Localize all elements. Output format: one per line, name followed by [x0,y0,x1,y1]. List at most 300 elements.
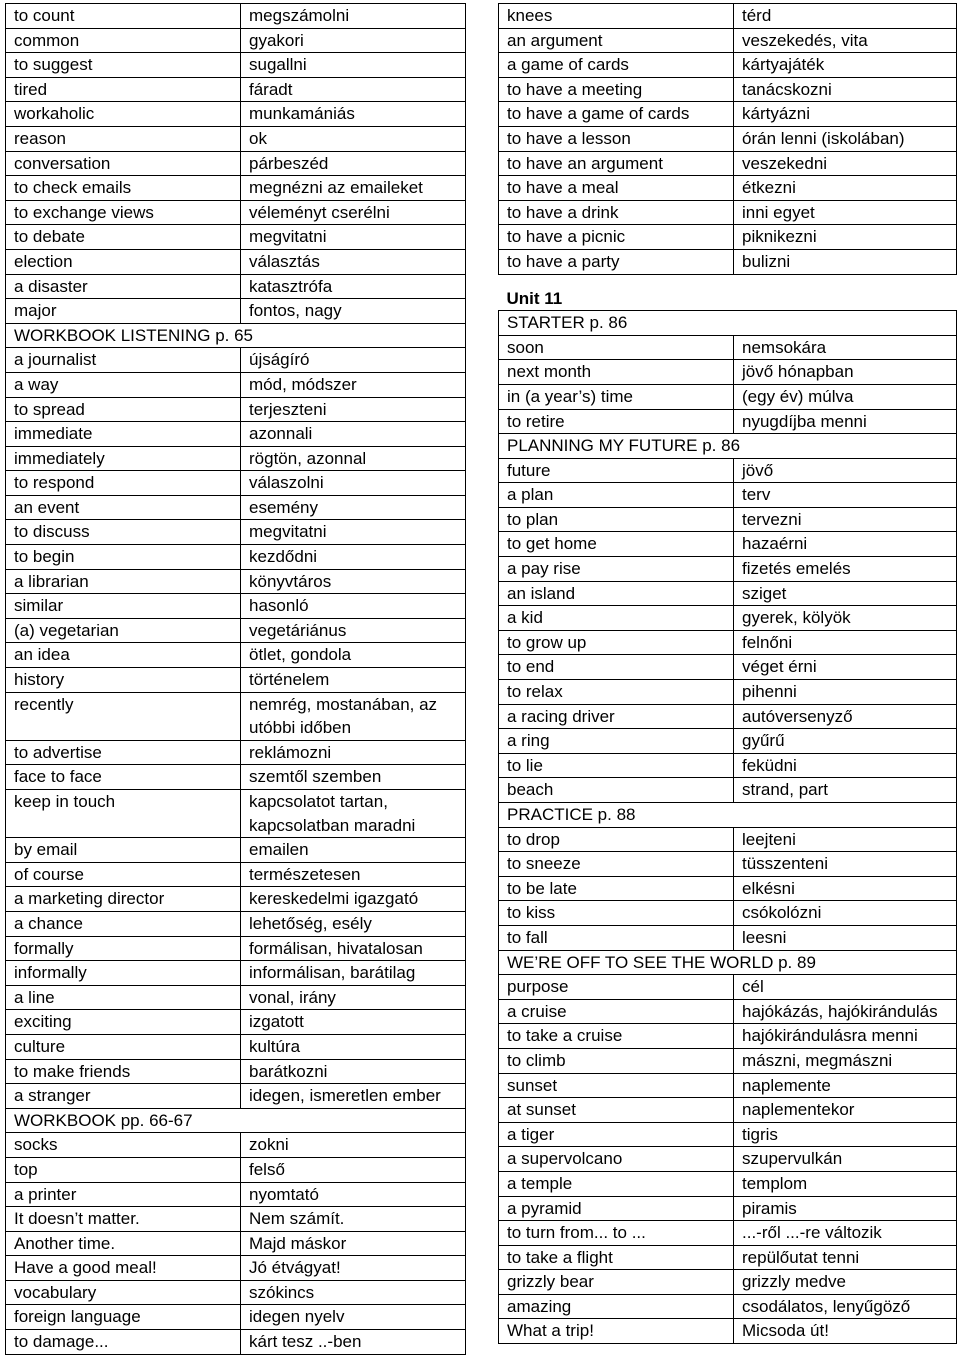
vocab-row [499,1147,957,1172]
section-heading: WE’RE OFF TO SEE THE WORLD p. 89 [499,950,957,975]
hungarian-translation: tanácskozni [734,77,957,102]
english-term: to sneeze [499,852,734,877]
vocab-row [499,483,957,508]
hungarian-translation: ...-ről ...-re változik [734,1221,957,1246]
vocab-row [6,102,466,127]
vocab-row [499,1073,957,1098]
hungarian-translation: Micsoda út! [734,1319,957,1344]
vocab-row [6,397,466,422]
english-term: to count [6,4,241,29]
vocab-row [499,409,957,434]
vocab-row [6,1231,466,1256]
vocab-row [499,53,957,78]
english-term: to take a cruise [499,1024,734,1049]
vocab-row [6,740,466,765]
hungarian-translation: hajókirándulásra menni [734,1024,957,1049]
english-term: recently [6,692,241,740]
hungarian-translation: pihenni [734,680,957,705]
vocab-row [6,1182,466,1207]
english-term: tired [6,77,241,102]
hungarian-translation: izgatott [241,1010,466,1035]
vocab-row [499,200,957,225]
english-term: informally [6,961,241,986]
vocab-row [6,569,466,594]
vocab-row [6,126,466,151]
hungarian-translation: hazaérni [734,532,957,557]
hungarian-translation: tigris [734,1122,957,1147]
english-term: to make friends [6,1059,241,1084]
vocab-row [499,532,957,557]
hungarian-translation: nyomtató [241,1182,466,1207]
hungarian-translation: inni egyet [734,200,957,225]
vocab-row [499,753,957,778]
hungarian-translation: nyugdíjba menni [734,409,957,434]
hungarian-translation: (egy év) múlva [734,384,957,409]
english-term: to damage... [6,1330,241,1355]
hungarian-translation: újságíró [241,348,466,373]
vocab-row [499,901,957,926]
hungarian-translation: ok [241,126,466,151]
hungarian-translation: Majd máskor [241,1231,466,1256]
english-term: immediate [6,422,241,447]
vocab-row [6,176,466,201]
hungarian-translation: sziget [734,581,957,606]
hungarian-translation: megvitatni [241,520,466,545]
vocab-row [6,985,466,1010]
english-term: to end [499,655,734,680]
section-heading: PRACTICE p. 88 [499,803,957,828]
hungarian-translation: azonnali [241,422,466,447]
english-term: soon [499,335,734,360]
vocab-row [6,446,466,471]
english-term: a kid [499,606,734,631]
english-term: to lie [499,753,734,778]
hungarian-translation: kapcsolatot tartan, kapcsolatban maradni [241,790,466,838]
section-heading-row [6,323,466,348]
vocab-row [6,348,466,373]
vocab-row [499,4,957,29]
vocab-row [499,999,957,1024]
hungarian-translation: kezdődni [241,545,466,570]
hungarian-translation: naplementekor [734,1098,957,1123]
vocab-row [6,936,466,961]
vocab-row [499,1024,957,1049]
hungarian-translation: szókincs [241,1280,466,1305]
vocab-row [499,249,957,274]
hungarian-translation: csókolózni [734,901,957,926]
hungarian-translation: megnézni az emaileket [241,176,466,201]
english-term: election [6,249,241,274]
vocab-row [6,887,466,912]
english-term: to respond [6,471,241,496]
english-term: keep in touch [6,790,241,838]
vocab-row [6,151,466,176]
hungarian-translation: terjeszteni [241,397,466,422]
vocab-row [6,1280,466,1305]
english-term: reason [6,126,241,151]
vocab-row [6,765,466,790]
english-term: amazing [499,1294,734,1319]
english-term: purpose [499,975,734,1000]
hungarian-translation: veszekedni [734,151,957,176]
vocab-row [6,249,466,274]
vocab-row [6,692,466,740]
vocab-row [6,961,466,986]
vocab-row [6,1010,466,1035]
left-vocabulary-table [5,3,466,1355]
hungarian-translation: jövő hónapban [734,360,957,385]
hungarian-translation: térd [734,4,957,29]
english-term: similar [6,594,241,619]
hungarian-translation: munkamániás [241,102,466,127]
section-heading-row [499,434,957,459]
vocab-row [6,4,466,29]
english-term: formally [6,936,241,961]
vocab-row [499,925,957,950]
vocab-row [499,1098,957,1123]
english-term: culture [6,1034,241,1059]
english-term: a journalist [6,348,241,373]
english-term: to have a drink [499,200,734,225]
hungarian-translation: gyűrű [734,729,957,754]
english-term: an island [499,581,734,606]
hungarian-translation: templom [734,1171,957,1196]
english-term: a disaster [6,274,241,299]
english-term: to exchange views [6,200,241,225]
english-term: a stranger [6,1084,241,1109]
hungarian-translation: véget érni [734,655,957,680]
vocab-row [6,495,466,520]
hungarian-translation: veszekedés, vita [734,28,957,53]
english-term: an event [6,495,241,520]
english-term: next month [499,360,734,385]
vocab-row [6,1157,466,1182]
vocab-row [6,28,466,53]
vocab-row [6,668,466,693]
hungarian-translation: kártyajáték [734,53,957,78]
hungarian-translation: bulizni [734,249,957,274]
english-term: a line [6,985,241,1010]
english-term: vocabulary [6,1280,241,1305]
vocab-row [6,911,466,936]
english-term: to have a picnic [499,225,734,250]
english-term: to check emails [6,176,241,201]
vocab-row [6,1207,466,1232]
section-heading: WORKBOOK pp. 66-67 [6,1108,466,1133]
english-term: to retire [499,409,734,434]
hungarian-translation: tervezni [734,507,957,532]
english-term: a ring [499,729,734,754]
hungarian-translation: terv [734,483,957,508]
english-term: to fall [499,925,734,950]
vocab-row [499,1171,957,1196]
vocab-row [499,384,957,409]
vocab-row [6,1305,466,1330]
english-term: to kiss [499,901,734,926]
unit-title: Unit 11 [506,288,563,308]
english-term: a chance [6,911,241,936]
vocab-row [499,778,957,803]
vocab-row [499,458,957,483]
hungarian-translation: Nem számít. [241,1207,466,1232]
hungarian-translation: rögtön, azonnal [241,446,466,471]
english-term: to suggest [6,53,241,78]
english-term: a tiger [499,1122,734,1147]
english-term: to have a party [499,249,734,274]
section-heading-row [499,311,957,336]
english-term: to have a lesson [499,126,734,151]
english-term: major [6,299,241,324]
vocab-row [6,618,466,643]
hungarian-translation: gyerek, kölyök [734,606,957,631]
hungarian-translation: Jó étvágyat! [241,1256,466,1281]
left-vocabulary-body [6,4,466,1355]
vocab-row [499,28,957,53]
hungarian-translation: jövő [734,458,957,483]
hungarian-translation: kultúra [241,1034,466,1059]
vocab-row [6,545,466,570]
english-term: foreign language [6,1305,241,1330]
section-heading: WORKBOOK LISTENING p. 65 [6,323,466,348]
english-term: a cruise [499,999,734,1024]
english-term: Another time. [6,1231,241,1256]
english-term: sunset [499,1073,734,1098]
vocab-row [499,581,957,606]
hungarian-translation: lehetőség, esély [241,911,466,936]
english-term: a game of cards [499,53,734,78]
hungarian-translation: hasonló [241,594,466,619]
english-term: future [499,458,734,483]
english-term: to climb [499,1048,734,1073]
vocab-row [6,77,466,102]
vocab-row [6,200,466,225]
vocab-row [6,1330,466,1355]
hungarian-translation: csodálatos, lenyűgöző [734,1294,957,1319]
english-term: to discuss [6,520,241,545]
vocab-row [6,225,466,250]
unit-title-row [499,274,957,311]
vocab-row [499,126,957,151]
english-term: a pay rise [499,557,734,582]
hungarian-translation: természetesen [241,862,466,887]
hungarian-translation: feküdni [734,753,957,778]
vocab-row [499,680,957,705]
english-term: workaholic [6,102,241,127]
vocab-row [499,729,957,754]
vocab-row [6,422,466,447]
vocab-row [499,1294,957,1319]
vocab-row [499,852,957,877]
vocab-row [499,630,957,655]
hungarian-translation: leesni [734,925,957,950]
vocab-row [6,520,466,545]
section-heading: PLANNING MY FUTURE p. 86 [499,434,957,459]
english-term: a supervolcano [499,1147,734,1172]
hungarian-translation: párbeszéd [241,151,466,176]
hungarian-translation: nemrég, mostanában, az utóbbi időben [241,692,466,740]
english-term: to grow up [499,630,734,655]
vocab-row [499,77,957,102]
vocab-row [6,838,466,863]
hungarian-translation: fizetés emelés [734,557,957,582]
section-heading-row [499,950,957,975]
english-term: (a) vegetarian [6,618,241,643]
vocab-row [6,643,466,668]
vocab-row [499,360,957,385]
vocab-row [499,704,957,729]
hungarian-translation: fáradt [241,77,466,102]
hungarian-translation: zokni [241,1133,466,1158]
vocab-row [499,557,957,582]
english-term: grizzly bear [499,1270,734,1295]
vocab-row [499,1221,957,1246]
hungarian-translation: mászni, megmászni [734,1048,957,1073]
hungarian-translation: piknikezni [734,225,957,250]
hungarian-translation: cél [734,975,957,1000]
english-term: immediately [6,446,241,471]
english-term: conversation [6,151,241,176]
english-term: to begin [6,545,241,570]
hungarian-translation: szemtől szemben [241,765,466,790]
english-term: a librarian [6,569,241,594]
english-term: at sunset [499,1098,734,1123]
hungarian-translation: sugallni [241,53,466,78]
hungarian-translation: kereskedelmi igazgató [241,887,466,912]
english-term: a racing driver [499,704,734,729]
english-term: a pyramid [499,1196,734,1221]
english-term: socks [6,1133,241,1158]
hungarian-translation: választás [241,249,466,274]
hungarian-translation: könyvtáros [241,569,466,594]
hungarian-translation: étkezni [734,176,957,201]
hungarian-translation: elkésni [734,876,957,901]
english-term: to drop [499,827,734,852]
hungarian-translation: órán lenni (iskolában) [734,126,957,151]
section-heading-row [6,1108,466,1133]
hungarian-translation: reklámozni [241,740,466,765]
vocab-row [6,1084,466,1109]
hungarian-translation: hajókázás, hajókirándulás [734,999,957,1024]
vocab-row [499,176,957,201]
hungarian-translation: válaszolni [241,471,466,496]
english-term: a printer [6,1182,241,1207]
vocab-row [499,225,957,250]
hungarian-translation: ötlet, gondola [241,643,466,668]
hungarian-translation: fontos, nagy [241,299,466,324]
vocab-row [499,1245,957,1270]
vocab-row [499,102,957,127]
right-vocabulary-table [498,3,957,1344]
vocab-row [6,1059,466,1084]
hungarian-translation: informálisan, barátilag [241,961,466,986]
hungarian-translation: esemény [241,495,466,520]
right-vocabulary-body [499,4,957,1344]
hungarian-translation: formálisan, hivatalosan [241,936,466,961]
english-term: to plan [499,507,734,532]
hungarian-translation: grizzly medve [734,1270,957,1295]
hungarian-translation: gyakori [241,28,466,53]
english-term: to turn from... to ... [499,1221,734,1246]
hungarian-translation: vegetáriánus [241,618,466,643]
hungarian-translation: megvitatni [241,225,466,250]
hungarian-translation: idegen nyelv [241,1305,466,1330]
english-term: a marketing director [6,887,241,912]
vocab-row [6,1034,466,1059]
english-term: by email [6,838,241,863]
english-term: to relax [499,680,734,705]
vocab-row [499,1196,957,1221]
english-term: of course [6,862,241,887]
vocab-row [6,1256,466,1281]
english-term: to get home [499,532,734,557]
hungarian-translation: vonal, irány [241,985,466,1010]
hungarian-translation: piramis [734,1196,957,1221]
hungarian-translation: nemsokára [734,335,957,360]
vocab-row [499,655,957,680]
hungarian-translation: véleményt cserélni [241,200,466,225]
vocab-row [6,299,466,324]
section-heading: STARTER p. 86 [499,311,957,336]
hungarian-translation: mód, módszer [241,372,466,397]
english-term: in (a year’s) time [499,384,734,409]
hungarian-translation: történelem [241,668,466,693]
hungarian-translation: repülőutat tenni [734,1245,957,1270]
english-term: What a trip! [499,1319,734,1344]
english-term: a plan [499,483,734,508]
vocab-row [499,1122,957,1147]
english-term: exciting [6,1010,241,1035]
english-term: a temple [499,1171,734,1196]
english-term: history [6,668,241,693]
hungarian-translation: kárt tesz ..-ben [241,1330,466,1355]
vocab-row [6,53,466,78]
english-term: to advertise [6,740,241,765]
vocab-row [499,1270,957,1295]
hungarian-translation: megszámolni [241,4,466,29]
vocab-row [6,274,466,299]
vocab-row [6,471,466,496]
section-heading-row [499,803,957,828]
english-term: to debate [6,225,241,250]
vocab-row [499,507,957,532]
vocab-row [499,876,957,901]
hungarian-translation: strand, part [734,778,957,803]
english-term: to have a meeting [499,77,734,102]
hungarian-translation: kártyázni [734,102,957,127]
vocab-row [499,151,957,176]
english-term: to take a flight [499,1245,734,1270]
hungarian-translation: autóversenyző [734,704,957,729]
vocab-row [499,827,957,852]
vocab-row [6,1133,466,1158]
hungarian-translation: idegen, ismeretlen ember [241,1084,466,1109]
hungarian-translation: felső [241,1157,466,1182]
english-term: common [6,28,241,53]
vocab-row [6,862,466,887]
english-term: an argument [499,28,734,53]
hungarian-translation: szupervulkán [734,1147,957,1172]
vocab-row [6,372,466,397]
english-term: Have a good meal! [6,1256,241,1281]
english-term: to spread [6,397,241,422]
vocab-row [499,335,957,360]
english-term: knees [499,4,734,29]
hungarian-translation: naplemente [734,1073,957,1098]
vocab-row [6,790,466,838]
english-term: a way [6,372,241,397]
hungarian-translation: katasztrófa [241,274,466,299]
english-term: beach [499,778,734,803]
